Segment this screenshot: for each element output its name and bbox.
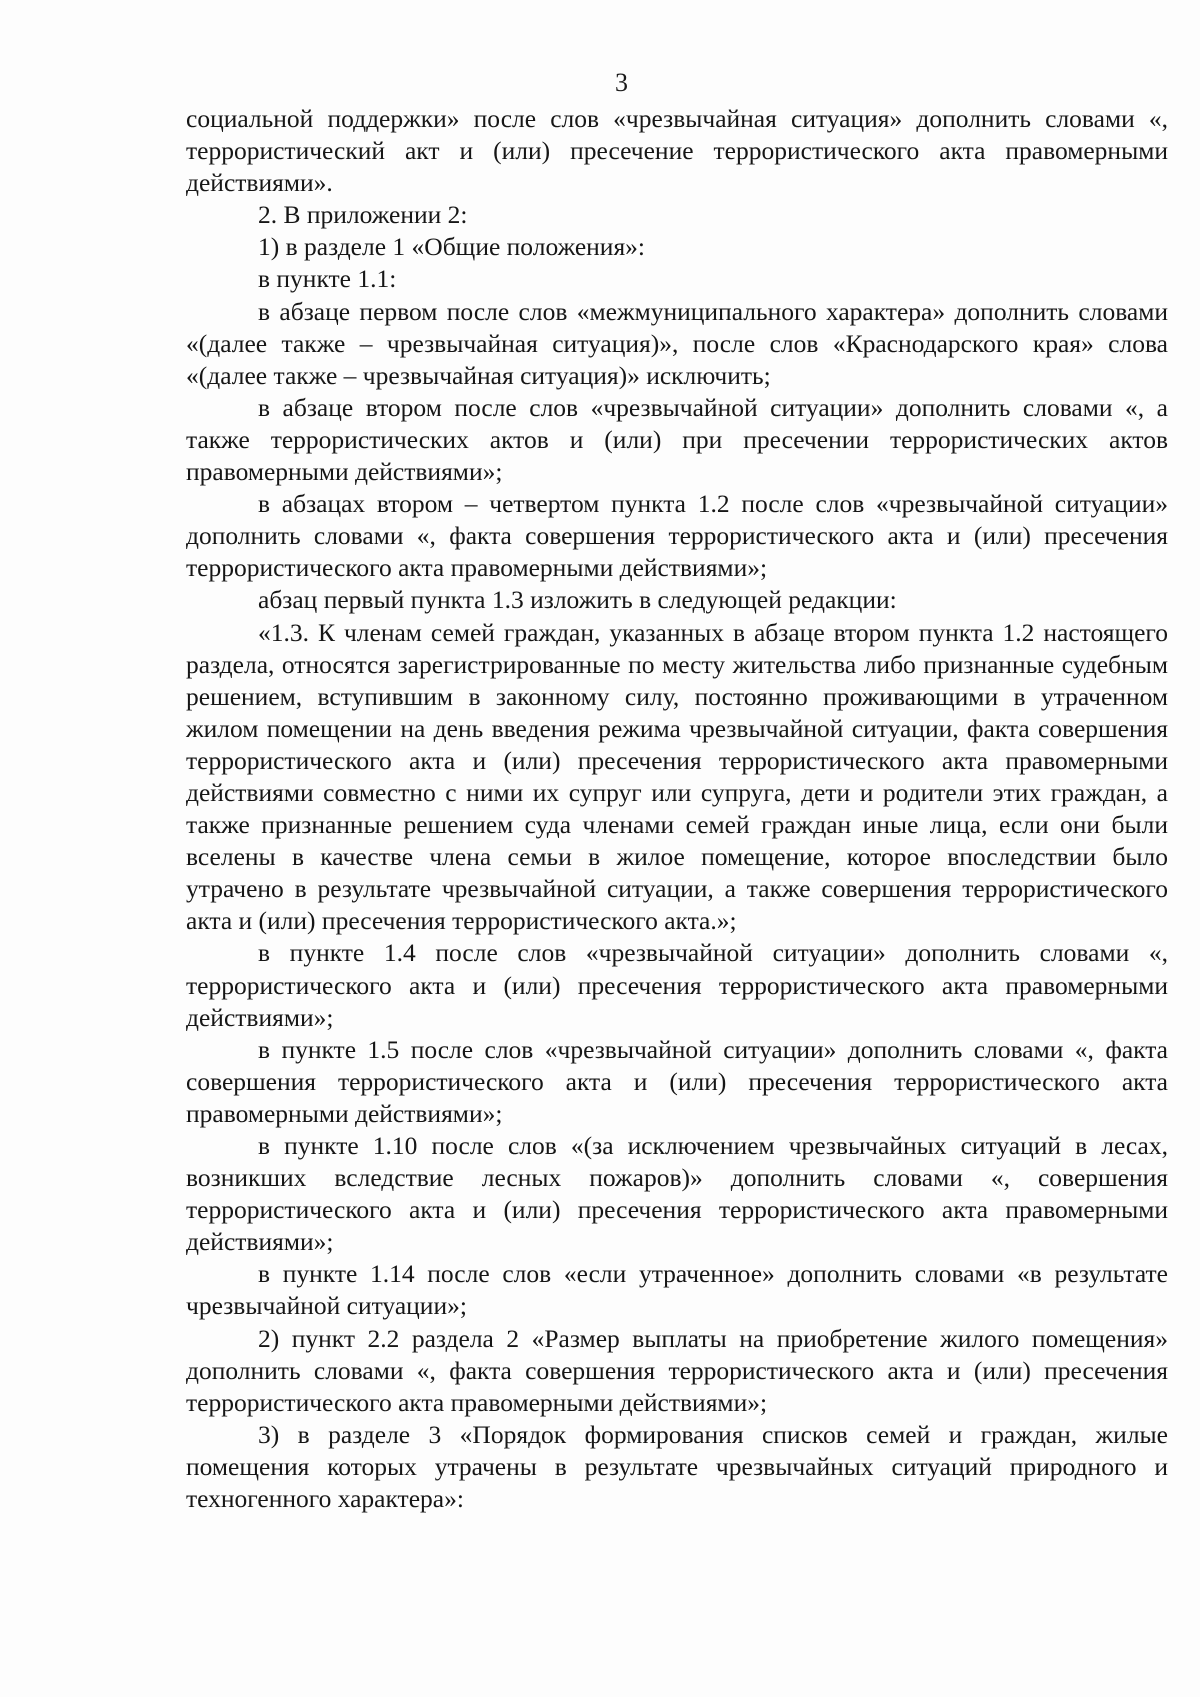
paragraph-point-1-10: в пункте 1.10 после слов «(за исключением чрезвычайных ситуаций в лесах, возникших вследствие лесных пожаров)» дополнить словами «, совершения террористического акта и (или) пресечения террористического акта правомерными действиями»; [186, 1131, 1168, 1257]
paragraph-point-1-1: в пункте 1.1: [258, 264, 397, 294]
paragraph-point-1-2: в абзацах втором – четвертом пункта 1.2 после слов «чрезвычайной ситуации» дополнить словами «, факта совершения террористического акта и (или) пресечения террористического акта правомерными действиями»; [186, 489, 1168, 583]
paragraph-point-1-4: в пункте 1.4 после слов «чрезвычайной ситуации» дополнить словами «, террористического акта и (или) пресечения террористического акта правомерными действиями»; [186, 938, 1168, 1032]
paragraph-point-1-14: в пункте 1.14 после слов «если утраченное» дополнить словами «в результате чрезвычайной ситуации»; [186, 1259, 1168, 1321]
paragraph-continuation: социальной поддержки» после слов «чрезвычайная ситуация» дополнить словами «, террористический акт и (или) пресечение террористического акта правомерными действиями». [186, 104, 1168, 198]
paragraph-item-2: 2. В приложении 2: [258, 200, 468, 230]
paragraph-abzac-2: в абзаце втором после слов «чрезвычайной ситуации» дополнить словами «, а также террористических актов и (или) при пресечении террористических актов правомерными действиями»; [186, 392, 1168, 487]
paragraph-point-1-5: в пункте 1.5 после слов «чрезвычайной ситуации» дополнить словами «, факта совершения террористического акта и (или) пресечения террористического акта правомерными действиями»; [186, 1034, 1168, 1128]
paragraph-point-1-3-intro: абзац первый пункта 1.3 изложить в следующей редакции: [258, 585, 897, 615]
paragraph-item-3-section-3: 3) в разделе 3 «Порядок формирования списков семей и граждан, жилые помещения которых утрачены в результате чрезвычайных ситуаций природного и техногенного характера»: [186, 1419, 1168, 1514]
paragraph-point-1-3-text: «1.3. К членам семей граждан, указанных в абзаце втором пункта 1.2 настоящего раздела, относятся зарегистрированные по месту жительства либо признанные судебным решением, вступившим в законному силу, постоянно проживающими в утраченном жилом помещении на день введения режима чрезвычайной ситуации, факта совершения террористического акта и (или) пресечения террористического акта правомерными действиями совместно с ними их супруг или супруга, дети и родители этих граждан, а также признанные решением суда членами семей граждан иные лица, если они были вселены в качестве члена семьи в жилое помещение, которое впоследствии было утрачено в результате чрезвычайной ситуации, а также совершения террористического акта и (или) пресечения террористического акта.»; [186, 617, 1168, 936]
document-body [186, 103, 1168, 1515]
paragraph-item-2-section-2: 2) пункт 2.2 раздела 2 «Размер выплаты на приобретение жилого помещения» дополнить словами «, факта совершения террористического акта и (или) пресечения террористического акта правомерными действиями»; [186, 1323, 1168, 1417]
page-number: 3 [615, 68, 628, 97]
paragraph-section-1: 1) в разделе 1 «Общие положения»: [258, 232, 646, 262]
paragraph-abzac-1: в абзаце первом после слов «межмуниципального характера» дополнить словами «(далее также – чрезвычайная ситуация)», после слов «Краснодарского края» слова «(далее также – чрезвычайная ситуация)» исключить; [186, 296, 1168, 390]
